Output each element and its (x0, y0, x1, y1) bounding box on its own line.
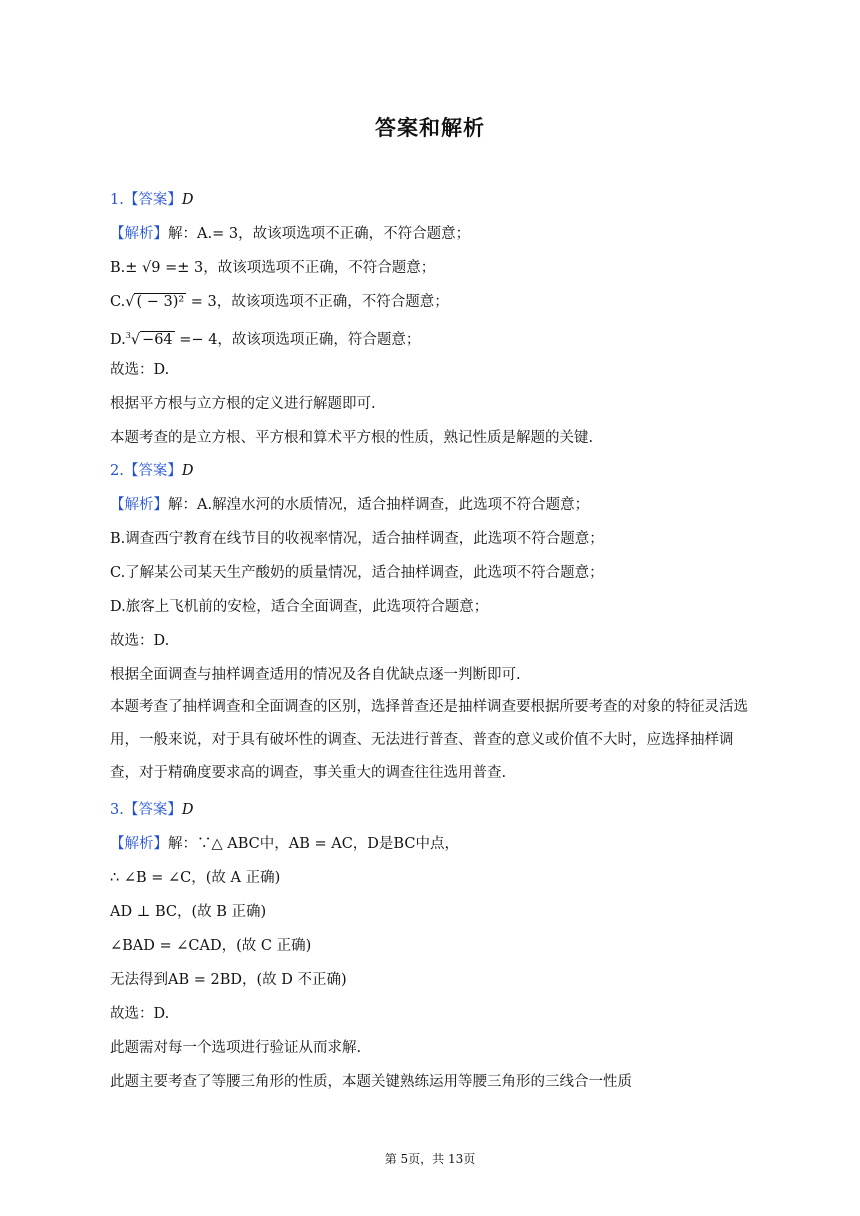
q2-option-c: C.了解某公司某天生产酸奶的质量情况，适合抽样调查，此选项不符合题意； (110, 565, 604, 581)
q1-analysis-tag: 【解析】 (110, 226, 168, 242)
q1-option-d-radicand: −64 (142, 331, 173, 348)
q3-analysis-line (110, 834, 459, 854)
q1-answer: D (181, 192, 194, 208)
q1-method: 根据平方根与立方根的定义进行解题即可. (110, 396, 376, 412)
q3-summary: 此题主要考查了等腰三角形的性质，本题关键熟练运用等腰三角形的三线合一性质 (110, 1074, 632, 1090)
q1-choose: 故选：D. (110, 362, 170, 378)
q2-choose: 故选：D. (110, 633, 170, 649)
q3-analysis-tag: 【解析】 (110, 836, 168, 852)
q1-summary: 本题考查的是立方根、平方根和算术平方根的性质，熟记性质是解题的关键. (110, 430, 594, 446)
q3-answer: D (181, 802, 194, 818)
q1-analysis-line (110, 224, 470, 244)
q2-summary: 本题考查了抽样调查和全面调查的区别，选择普查还是抽样调查要根据所要考查的对象的特征灵活选用，一般来说，对于具有破坏性的调查、无法进行普查、普查的意义或价值不大时，应选择抽样调查，对于精确度要求高的调查，事关重大的调查往往选用普查. (110, 699, 748, 781)
q2-option-d: D.旅客上飞机前的安检，适合全面调查，此选项符合题意； (110, 599, 489, 615)
q1-option-c (110, 292, 449, 312)
q2-answer: D (181, 463, 194, 479)
q1-option-b: B.± √9 =± 3，故该项选项不正确，不符合题意； (110, 260, 436, 276)
q3-method: 此题需对每一个选项进行验证从而求解. (110, 1040, 362, 1056)
q3-choose: 故选：D. (110, 1006, 170, 1022)
q1-cube-index: 3 (125, 331, 131, 340)
q2-method: 根据全面调查与抽样调查适用的情况及各自优缺点逐一判断即可. (110, 667, 521, 683)
q2-analysis-line (110, 495, 589, 515)
radical-sign: √ (125, 294, 135, 310)
page-footer: 第 5页，共 13页 (384, 1152, 476, 1166)
q3-line-2: ∴ ∠B = ∠C，(故 A 正确) (110, 870, 281, 886)
q1-option-d-prefix: D. (110, 331, 126, 348)
q1-option-c-text: = 3，故该项选项不正确，不符合题意； (186, 294, 449, 310)
q3-line-1: 解：∵△ ABC中，AB = AC，D是BC中点， (168, 836, 459, 852)
q1-option-c-radicand: ( − 3)² (136, 294, 185, 310)
q1-option-d (110, 326, 420, 350)
q2-analysis-tag: 【解析】 (110, 497, 168, 513)
q3-line-4: ∠BAD = ∠CAD，(故 C 正确) (110, 938, 312, 954)
q1-answer-line (110, 190, 193, 210)
q2-answer-line (110, 461, 193, 481)
q3-answer-line (110, 800, 193, 820)
q2-option-b: B.调查西宁教育在线节目的收视率情况，适合抽样调查，此选项不符合题意； (110, 531, 604, 547)
radical-sign: √ (130, 331, 141, 348)
q1-option-a: 解：A.= 3，故该项选项不正确，不符合题意； (168, 226, 471, 242)
q1-answer-tag: 【答案】 (123, 192, 182, 208)
q3-number: 3. (110, 802, 124, 818)
q1-option-d-text: =− 4，故该项选项正确，符合题意； (174, 331, 421, 348)
q3-answer-tag: 【答案】 (123, 802, 182, 818)
q2-number: 2. (110, 463, 124, 479)
q3-line-5: 无法得到AB = 2BD，(故 D 不正确) (110, 972, 347, 988)
q1-number: 1. (110, 192, 124, 208)
q2-option-a: 解：A.解湟水河的水质情况，适合抽样调查，此选项不符合题意； (168, 497, 590, 513)
q3-line-3: AD ⊥ BC，(故 B 正确) (110, 904, 267, 920)
q1-option-c-prefix: C. (110, 294, 126, 310)
page-title: 答案和解析 (375, 116, 485, 140)
q2-answer-tag: 【答案】 (123, 463, 182, 479)
